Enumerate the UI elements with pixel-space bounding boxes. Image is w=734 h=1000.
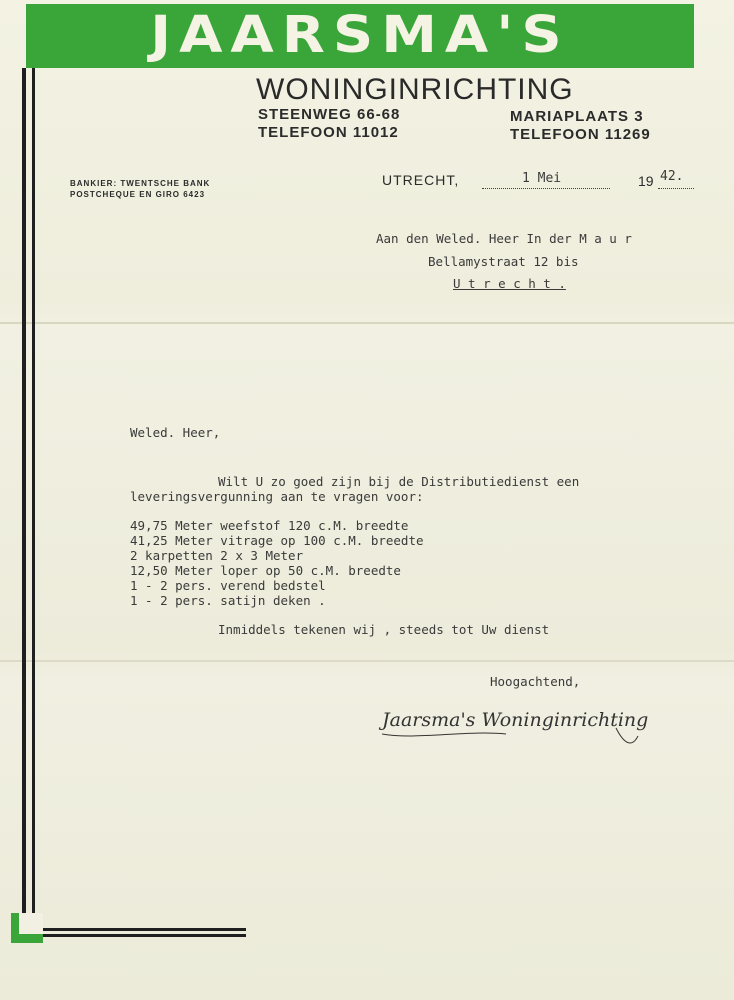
address-left-2: TELEFOON 11012 <box>258 124 399 141</box>
list-item: 1 - 2 pers. satijn deken . <box>130 593 326 608</box>
company-subtitle: WONINGINRICHTING <box>256 73 574 106</box>
fold-line <box>0 322 734 324</box>
date-line <box>382 169 702 194</box>
closing-line: Inmiddels tekenen wij , steeds tot Uw dienst <box>218 622 550 637</box>
date-year-prefix: 19 <box>638 173 654 189</box>
signature-flourish <box>382 733 506 736</box>
border-line <box>40 934 246 937</box>
address-left-1: STEENWEG 66-68 <box>258 106 401 123</box>
border-line <box>22 68 26 914</box>
paragraph-line: Wilt U zo goed zijn bij de Distributiedienst een <box>218 474 580 489</box>
list-item: 41,25 Meter vitrage op 100 c.M. breedte <box>130 533 424 548</box>
fold-line <box>0 660 734 662</box>
date-year-suffix: 42. <box>660 169 684 184</box>
company-name: JAARSMA'S <box>150 6 570 65</box>
signature-text: Jaarsma's Woninginrichting <box>382 709 649 731</box>
date-city: UTRECHT, <box>382 172 460 188</box>
salutation: Weled. Heer, <box>130 425 221 440</box>
company-banner <box>26 4 694 68</box>
bank-line-1: BANKIER: TWENTSCHE BANK <box>70 179 211 188</box>
corner-ornament <box>11 913 43 943</box>
recipient-city: U t r e c h t . <box>453 276 566 291</box>
list-item: 2 karpetten 2 x 3 Meter <box>130 548 304 563</box>
address-right-1: MARIAPLAATS 3 <box>510 108 644 125</box>
date-day-month: 1 Mei <box>522 171 562 186</box>
list-item: 12,50 Meter loper op 50 c.M. breedte <box>130 563 401 578</box>
bank-line-2: POSTCHEQUE EN GIRO 6423 <box>70 190 206 199</box>
recipient-line-1: Aan den Weled. Heer In der M a u r <box>376 231 632 246</box>
signature <box>376 688 676 758</box>
border-line <box>40 928 246 931</box>
recipient-line-2: Bellamystraat 12 bis <box>428 254 579 269</box>
date-dots <box>482 188 610 189</box>
border-line <box>32 68 35 914</box>
list-item: 49,75 Meter weefstof 120 c.M. breedte <box>130 518 409 533</box>
paragraph-line: leveringsvergunning aan te vragen voor: <box>130 489 424 504</box>
date-dots <box>658 188 694 189</box>
address-right-2: TELEFOON 11269 <box>510 126 651 143</box>
closing: Hoogachtend, <box>490 674 581 689</box>
list-item: 1 - 2 pers. verend bedstel <box>130 578 326 593</box>
